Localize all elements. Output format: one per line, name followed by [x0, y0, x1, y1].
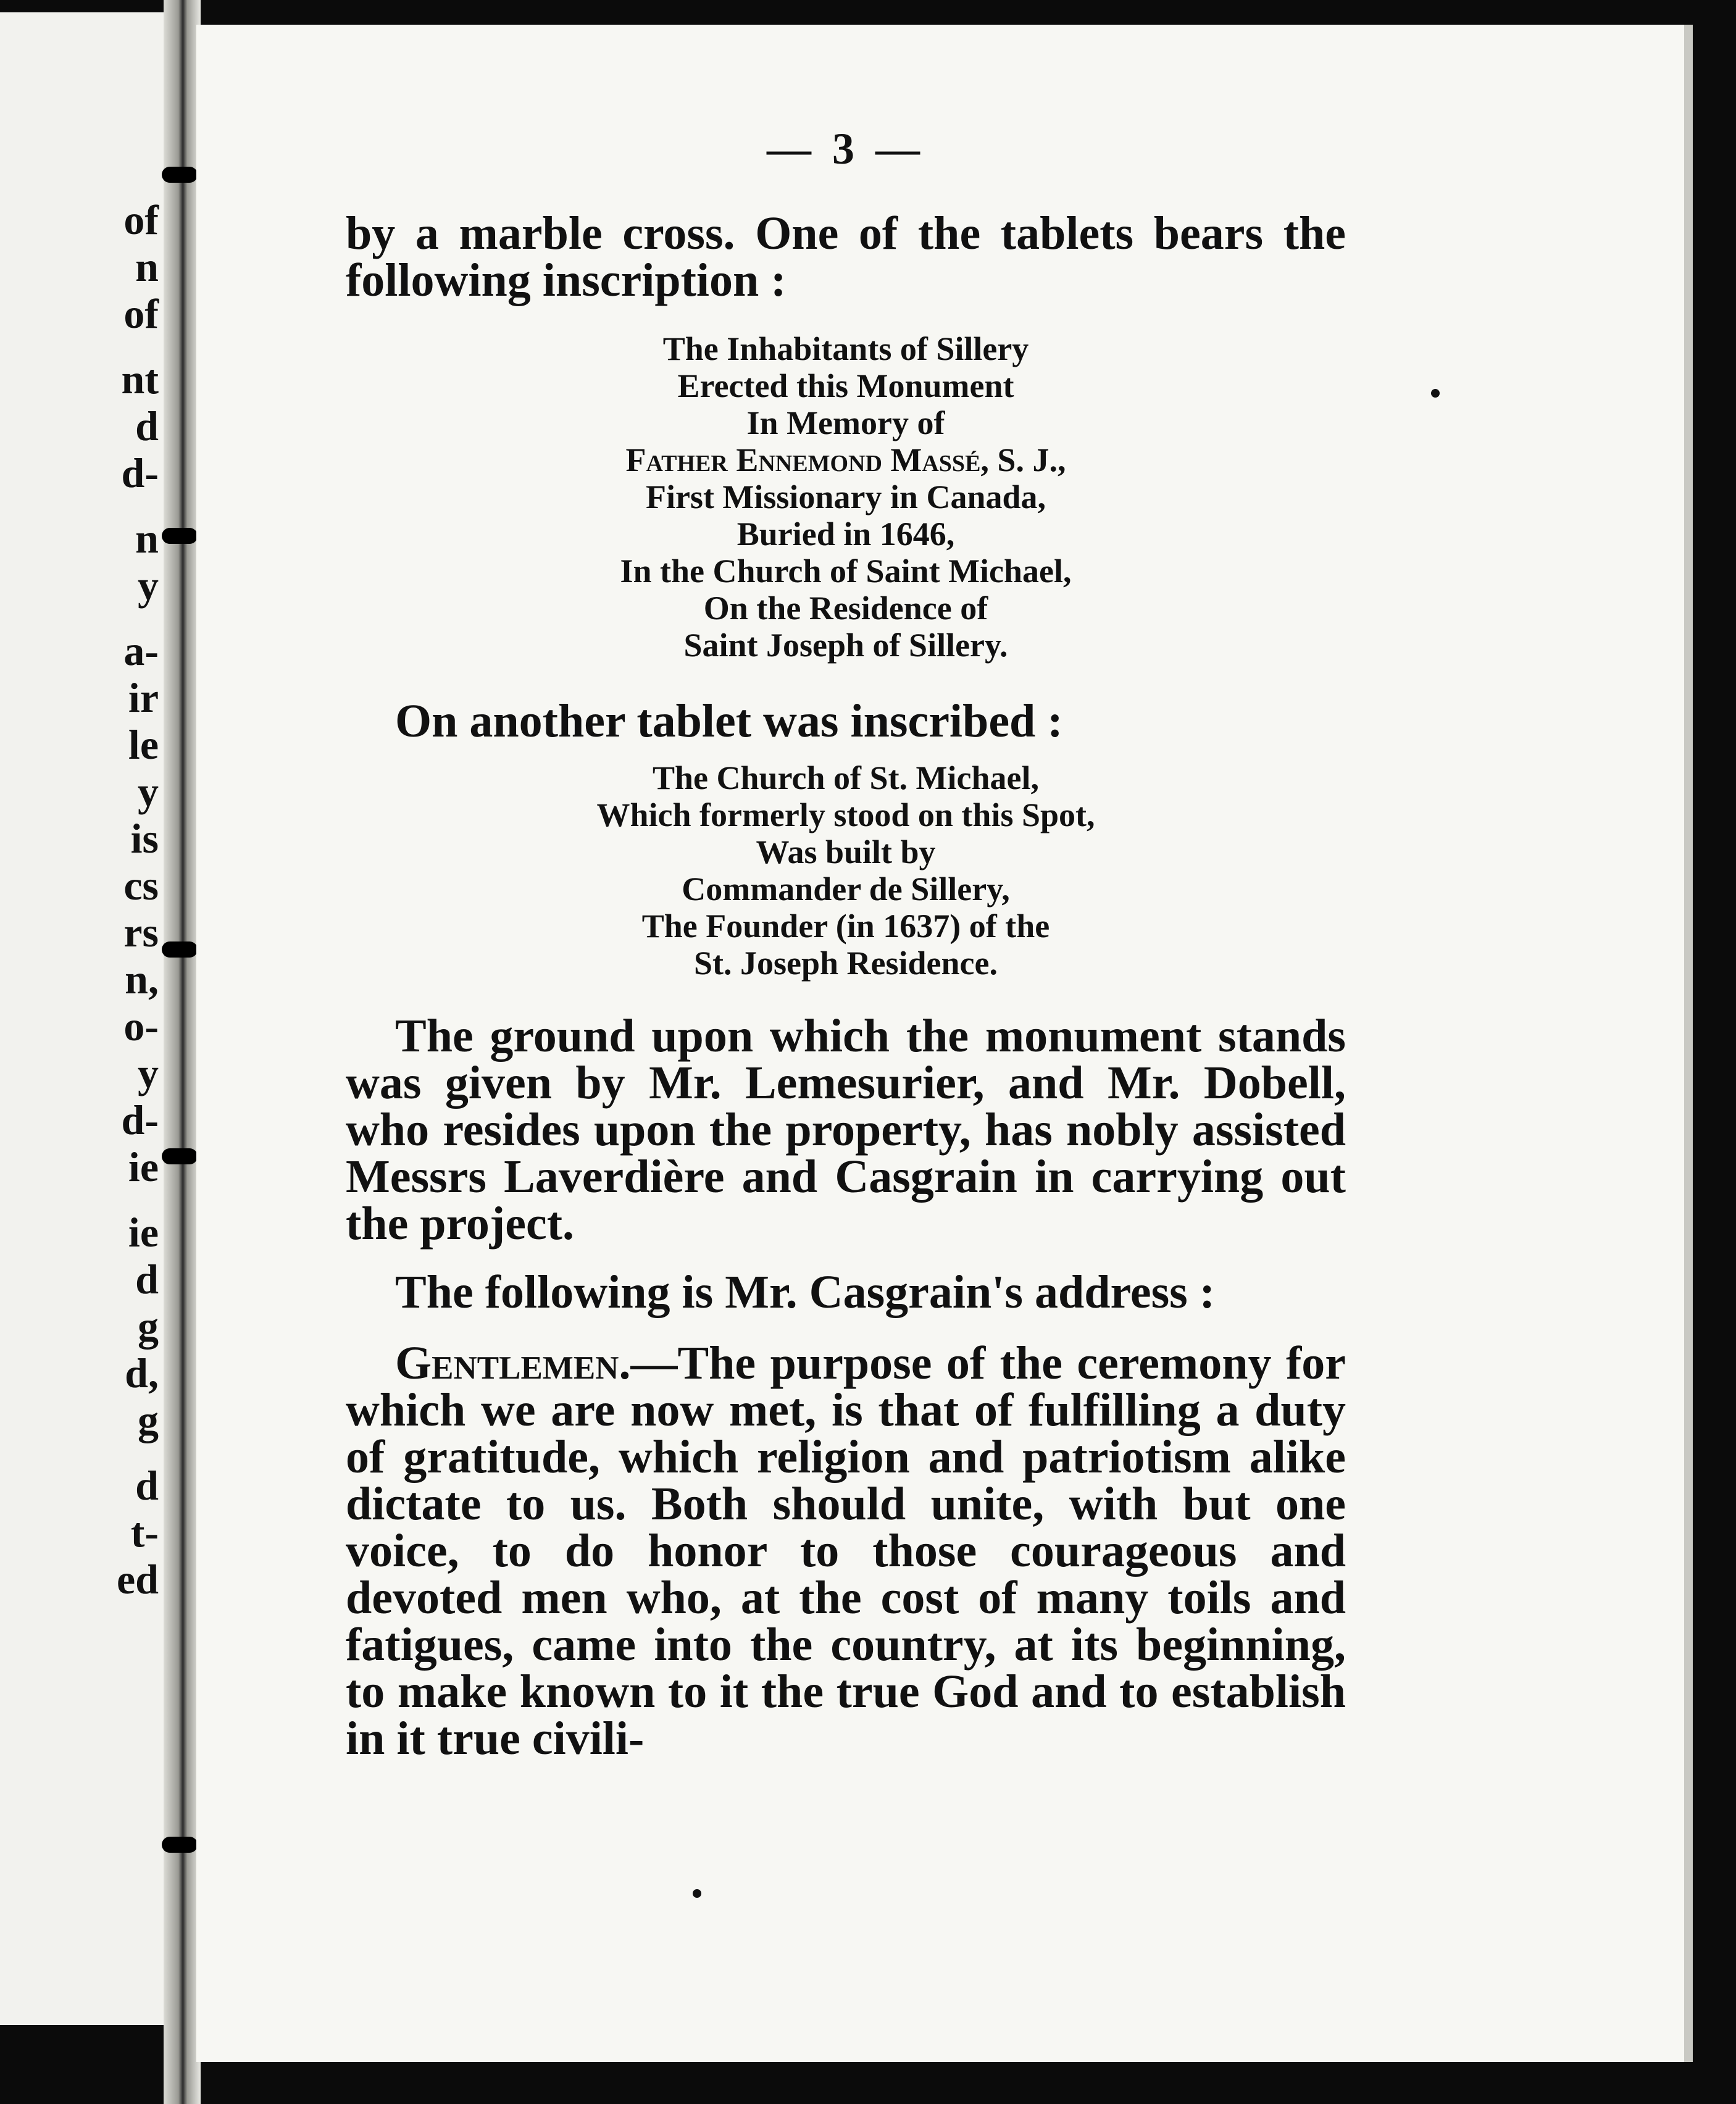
- left-fragment: of: [123, 290, 159, 337]
- intro-paragraph: by a marble cross. One of the tablets bears the following inscription :: [346, 207, 1346, 306]
- left-fragment: y: [138, 1050, 159, 1096]
- inscription-line: Erected this Monument: [677, 367, 1014, 404]
- left-fragment: of: [123, 196, 159, 243]
- address-intro: The following is Mr. Casgrain's address :: [395, 1266, 1216, 1318]
- binding-stitch: [162, 1837, 198, 1853]
- inscription-line: Was built by: [756, 833, 936, 870]
- left-fragment: nt: [121, 356, 159, 403]
- left-fragment: le: [128, 721, 159, 768]
- second-inscription: [346, 759, 1346, 982]
- inscription-line: On the Residence of: [703, 590, 988, 627]
- inscription-line: The Founder (in 1637) of the: [641, 908, 1050, 945]
- address-salutation: Gentlemen.: [395, 1337, 631, 1389]
- left-fragment: g: [138, 1396, 159, 1443]
- left-fragment: ed: [117, 1556, 159, 1603]
- second-tablet-intro: On another tablet was inscribed :: [395, 695, 1063, 747]
- inscription-line: Buried in 1646,: [737, 516, 955, 553]
- left-fragment: ir: [128, 674, 159, 721]
- ink-speck: [1431, 389, 1440, 398]
- inscription-line: The Church of St. Michael,: [652, 759, 1039, 796]
- page-edge: [1684, 25, 1693, 2062]
- left-fragment: a-: [123, 627, 159, 674]
- inscription-line: St. Joseph Residence.: [693, 945, 998, 982]
- inscription-line: The Inhabitants of Sillery: [662, 330, 1029, 367]
- left-fragment: is: [130, 815, 159, 862]
- first-inscription: [346, 330, 1346, 664]
- binding-stitch: [162, 1148, 198, 1164]
- left-fragment: n: [135, 515, 159, 562]
- left-fragment: cs: [123, 862, 159, 909]
- inscription-line: In Memory of: [746, 404, 945, 441]
- left-fragment: ie: [128, 1143, 159, 1190]
- address-paragraph: [346, 1337, 1346, 1764]
- left-fragment: o-: [123, 1003, 159, 1050]
- inscription-line: Saint Joseph of Sillery.: [683, 627, 1008, 664]
- left-fragment: d-: [121, 1096, 159, 1143]
- address-text: —The purpose of the ceremony for which we are now met, is that of fulfilling a duty of gratitude, which religion and patriotism alike dictate to us. Both should unite, with but one voice, to do honor to those courageous and devoted men who, at the cost of many toils and fatigues, came into the country, at its beginning, to make known to it the true God and to establish in it true civili-: [346, 1337, 1346, 1764]
- left-fragment: g: [138, 1303, 159, 1350]
- left-fragment: d: [135, 1462, 159, 1509]
- ink-speck: [693, 1889, 701, 1898]
- book-gutter: [164, 0, 201, 2104]
- left-fragment: n,: [125, 956, 159, 1003]
- left-fragment: d,: [125, 1350, 159, 1396]
- left-fragment: y: [138, 768, 159, 815]
- ground-paragraph: The ground upon which the monument stands was given by Mr. Lemesurier, and Mr. Dobell, who resides upon the property, has nobly assisted Messrs Laverdière and Casgrain in carrying out the project.: [346, 1010, 1346, 1250]
- inscription-line: Commander de Sillery,: [682, 870, 1010, 908]
- left-fragment: ie: [128, 1209, 159, 1256]
- left-fragment: d: [135, 403, 159, 449]
- left-page-fragment: [0, 12, 164, 2025]
- left-fragment: d: [135, 1256, 159, 1303]
- left-fragment: t-: [130, 1509, 159, 1556]
- inscription-line: First Missionary in Canada,: [645, 478, 1046, 516]
- left-fragment: n: [135, 243, 159, 290]
- binding-stitch: [162, 941, 198, 958]
- inscription-line: Which formerly stood on this Spot,: [596, 796, 1095, 833]
- inscription-line: Father Ennemond Massé, S. J.,: [625, 441, 1066, 478]
- binding-stitch: [162, 528, 198, 544]
- page-number: — 3 —: [767, 124, 925, 173]
- left-fragment: y: [138, 562, 159, 609]
- left-fragment: rs: [123, 909, 159, 956]
- inscription-line: In the Church of Saint Michael,: [620, 553, 1072, 590]
- left-fragment: d-: [121, 449, 159, 496]
